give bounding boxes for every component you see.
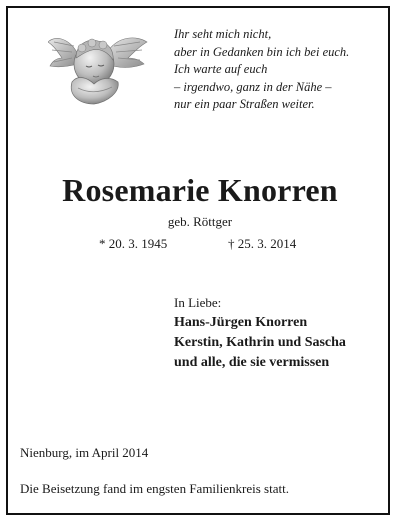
poem-line: aber in Gedanken bin ich bei euch. (174, 44, 350, 59)
death-date: † 25. 3. 2014 (228, 236, 297, 251)
poem-line: – irgendwo, ganz in der Nähe – (174, 79, 332, 94)
mourner-line: Hans-Jürgen Knorren (174, 315, 308, 330)
place-date: Nienburg, im April 2014 (20, 445, 149, 460)
poem-line: Ihr seht mich nicht, (174, 27, 272, 41)
signoff-intro: In Liebe: (174, 295, 222, 310)
signoff (174, 293, 346, 373)
burial-notice: Die Beisetzung fand im engsten Familienkreis statt. (20, 481, 289, 496)
poem (174, 26, 349, 114)
deceased-name: Rosemarie Knorren (62, 172, 338, 208)
birth-date: * 20. 3. 1945 (99, 236, 168, 251)
mourner-line: Kerstin, Kathrin und Sascha (174, 335, 346, 350)
mourner-line: und alle, die sie vermissen (174, 355, 330, 370)
cherub-angel-icon (48, 24, 148, 110)
poem-line: nur ein paar Straßen weiter. (174, 97, 315, 112)
poem-line: Ich warte auf euch (174, 62, 268, 77)
maiden-name: geb. Röttger (167, 214, 233, 229)
